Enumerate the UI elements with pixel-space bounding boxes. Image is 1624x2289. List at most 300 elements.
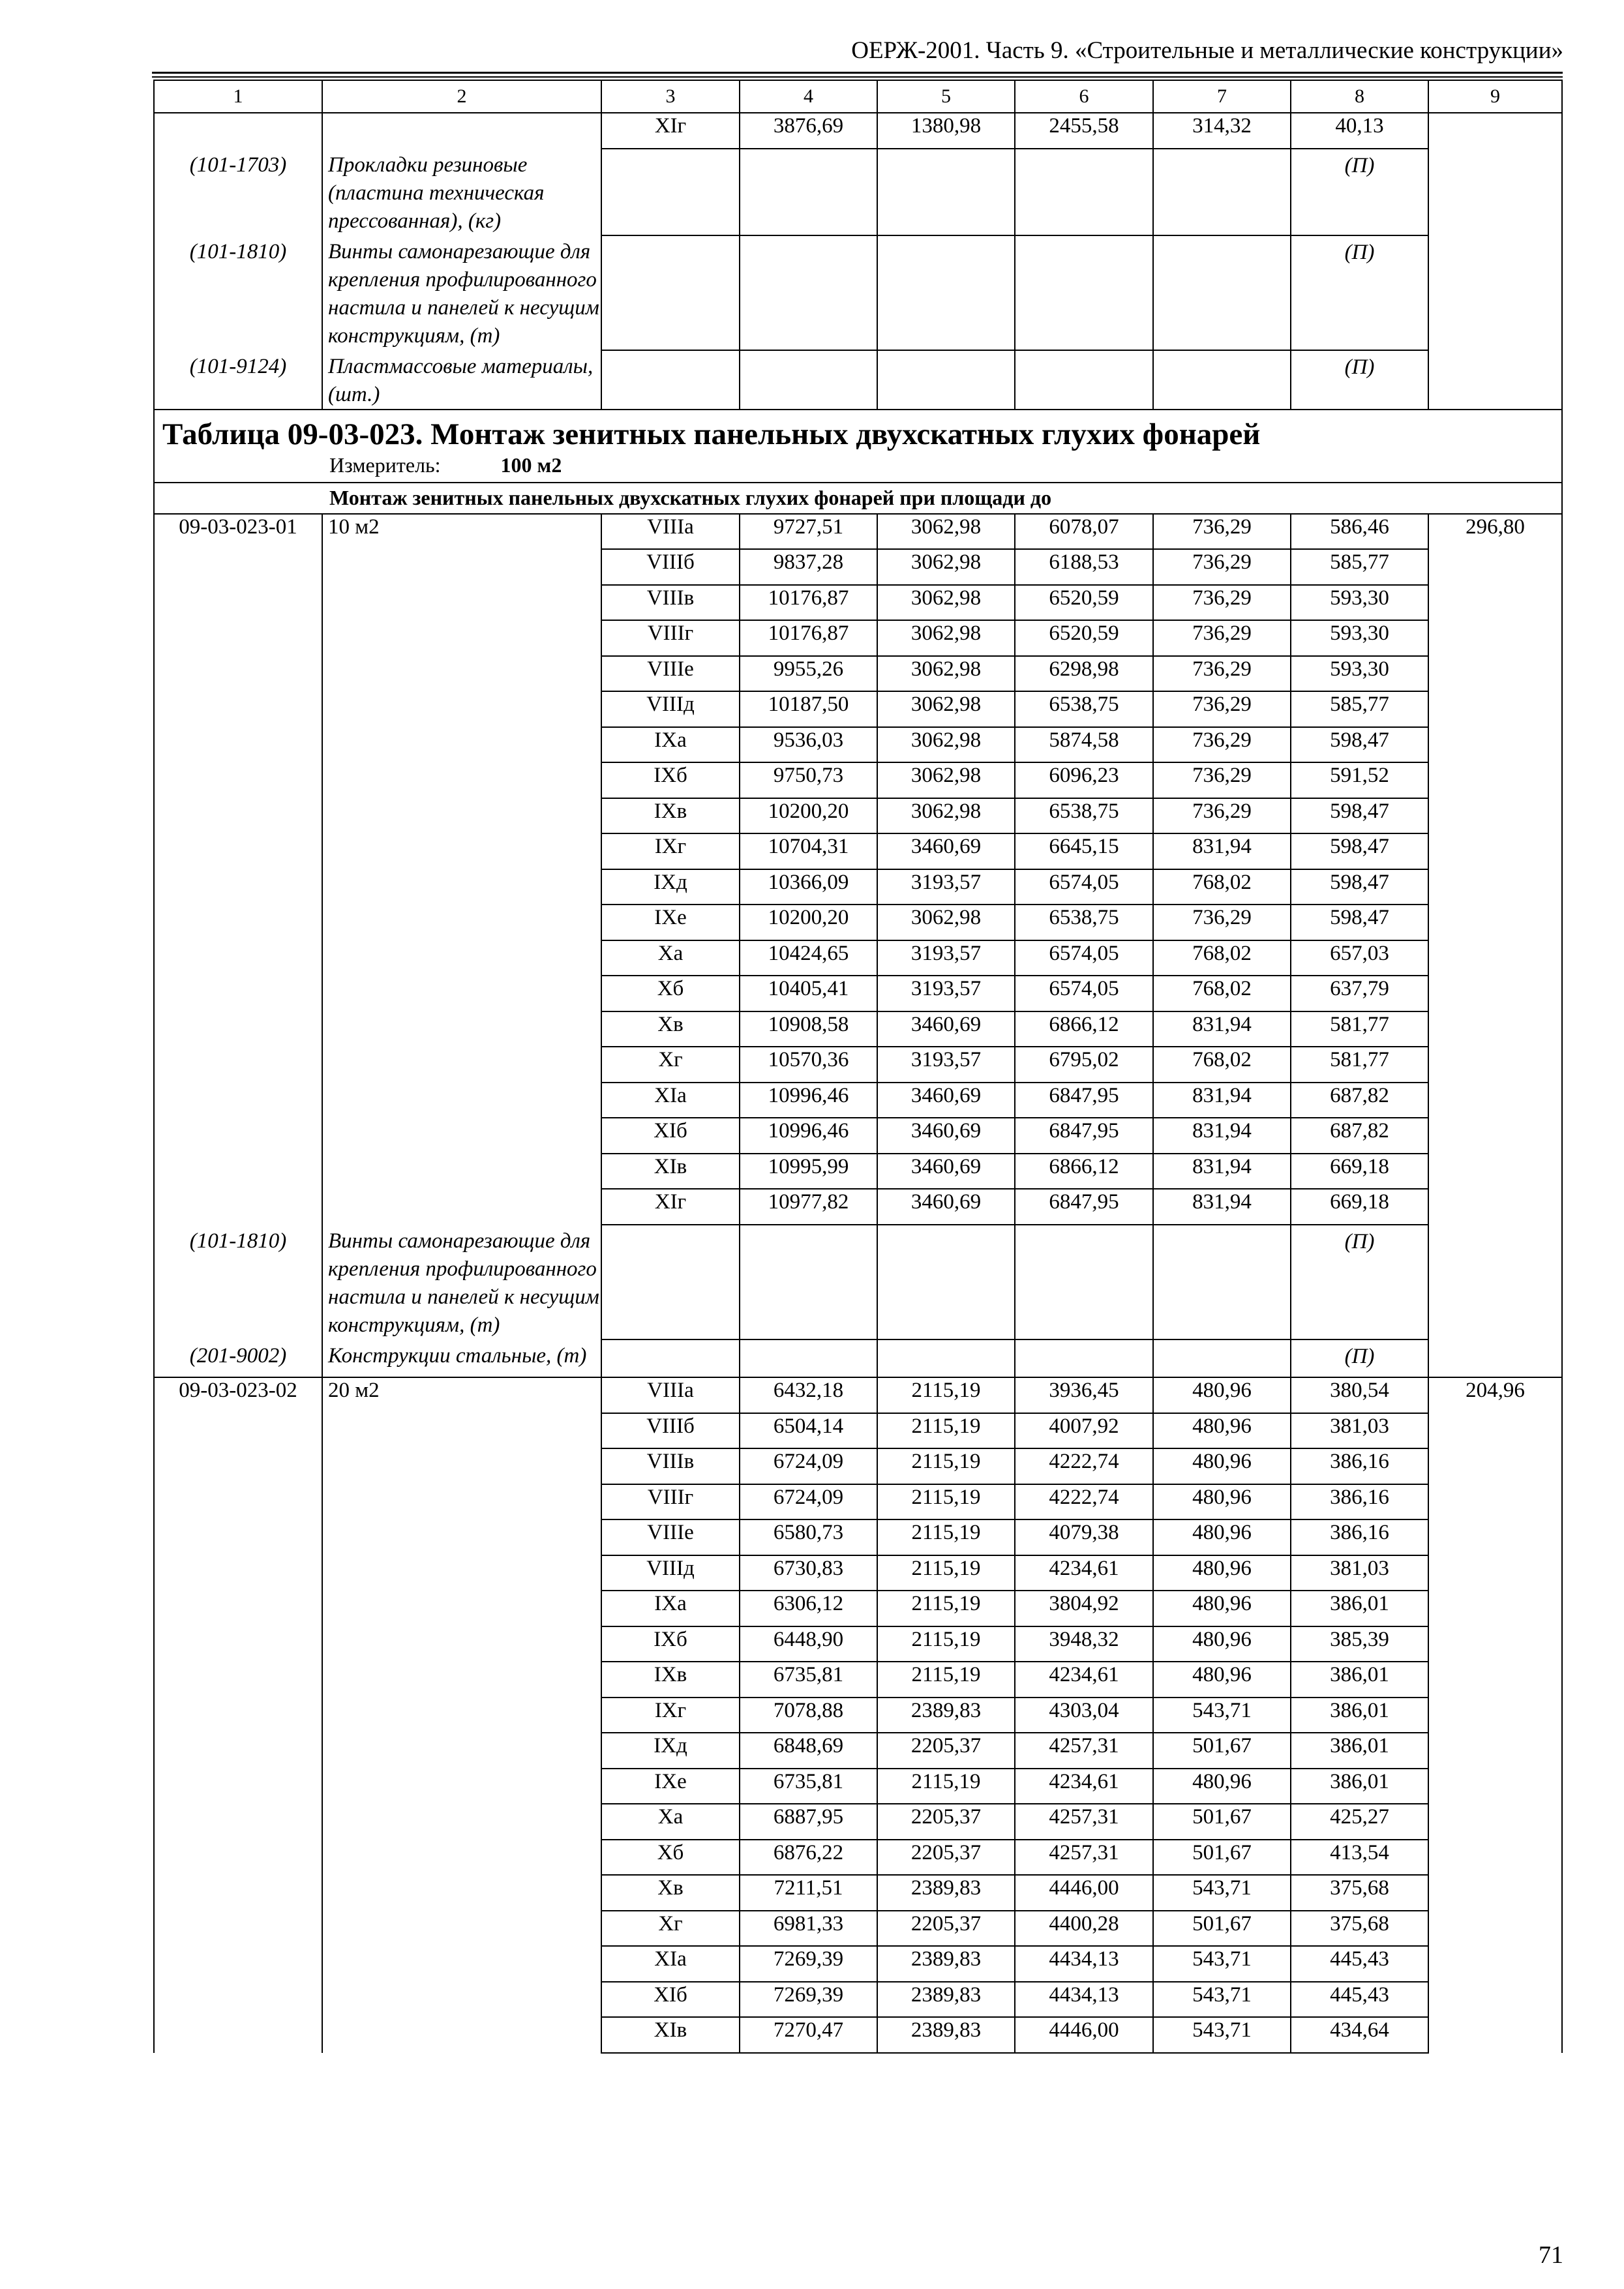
value-cell: 3062,98 bbox=[877, 549, 1015, 585]
value-cell: 10200,20 bbox=[740, 905, 877, 940]
value-cell: 6096,23 bbox=[1015, 762, 1153, 798]
value-cell: 6298,98 bbox=[1015, 656, 1153, 692]
value-cell: 2115,19 bbox=[877, 1662, 1015, 1698]
empty-cell bbox=[1015, 1225, 1153, 1339]
resource-name: Конструкции стальные, (т) bbox=[322, 1339, 601, 1378]
resource-row bbox=[154, 350, 1562, 410]
resource-code: (101-1810) bbox=[154, 235, 322, 350]
value-cell: 736,29 bbox=[1153, 585, 1291, 621]
resource-mark: (П) bbox=[1291, 235, 1428, 350]
wage-value: 296,80 bbox=[1428, 514, 1562, 1378]
value-cell: 598,47 bbox=[1291, 905, 1428, 940]
value-cell: 543,71 bbox=[1153, 2017, 1291, 2053]
column-number: 3 bbox=[601, 80, 740, 113]
value-cell: 375,68 bbox=[1291, 1911, 1428, 1947]
table-row bbox=[154, 113, 1562, 149]
value-cell: 585,77 bbox=[1291, 549, 1428, 585]
value-cell: 6795,02 bbox=[1015, 1047, 1153, 1083]
value-cell: 501,67 bbox=[1153, 1733, 1291, 1769]
empty-cell bbox=[877, 1339, 1015, 1378]
empty-cell bbox=[1015, 1339, 1153, 1378]
value-cell: 3062,98 bbox=[877, 762, 1015, 798]
column-number: 5 bbox=[877, 80, 1015, 113]
column-number: 1 bbox=[154, 80, 322, 113]
value-cell: 1380,98 bbox=[877, 113, 1015, 149]
value-cell: 7211,51 bbox=[740, 1875, 877, 1911]
zone-cell: IXб bbox=[601, 762, 740, 798]
value-cell: 6866,12 bbox=[1015, 1154, 1153, 1189]
zone-cell: IXг bbox=[601, 833, 740, 869]
zone-cell: VIIIб bbox=[601, 549, 740, 585]
resource-code: (101-1810) bbox=[154, 1225, 322, 1339]
value-cell: 6538,75 bbox=[1015, 798, 1153, 834]
zone-cell: VIIIв bbox=[601, 585, 740, 621]
value-cell: 736,29 bbox=[1153, 656, 1291, 692]
value-cell: 598,47 bbox=[1291, 798, 1428, 834]
zone-cell: IXе bbox=[601, 1769, 740, 1804]
value-cell: 2115,19 bbox=[877, 1377, 1015, 1413]
value-cell: 831,94 bbox=[1153, 1083, 1291, 1118]
empty-cell bbox=[1015, 235, 1153, 350]
empty-cell bbox=[740, 149, 877, 235]
value-cell: 2389,83 bbox=[877, 1982, 1015, 2018]
value-cell: 6724,09 bbox=[740, 1448, 877, 1484]
value-cell: 480,96 bbox=[1153, 1626, 1291, 1662]
value-cell: 6520,59 bbox=[1015, 585, 1153, 621]
zone-cell: XIв bbox=[601, 2017, 740, 2053]
value-cell: 501,67 bbox=[1153, 1911, 1291, 1947]
value-cell: 445,43 bbox=[1291, 1946, 1428, 1982]
rates-table bbox=[153, 80, 1563, 2054]
value-cell: 314,32 bbox=[1153, 113, 1291, 149]
value-cell: 581,77 bbox=[1291, 1047, 1428, 1083]
column-number: 6 bbox=[1015, 80, 1153, 113]
meter-value: 100 м2 bbox=[500, 453, 562, 477]
empty-cell bbox=[877, 350, 1015, 410]
value-cell: 831,94 bbox=[1153, 1154, 1291, 1189]
zone-cell: Xг bbox=[601, 1047, 740, 1083]
value-cell: 598,47 bbox=[1291, 727, 1428, 763]
value-cell: 3062,98 bbox=[877, 585, 1015, 621]
wage-value: 204,96 bbox=[1428, 1377, 1562, 2053]
zone-cell: IXб bbox=[601, 1626, 740, 1662]
value-cell: 2205,37 bbox=[877, 1733, 1015, 1769]
value-cell: 4303,04 bbox=[1015, 1698, 1153, 1733]
value-cell: 543,71 bbox=[1153, 1982, 1291, 2018]
value-cell: 736,29 bbox=[1153, 549, 1291, 585]
value-cell: 7270,47 bbox=[740, 2017, 877, 2053]
value-cell: 6735,81 bbox=[740, 1662, 877, 1698]
zone-cell: XIб bbox=[601, 1118, 740, 1154]
rate-code: 09-03-023-02 bbox=[154, 1377, 322, 2053]
value-cell: 385,39 bbox=[1291, 1626, 1428, 1662]
empty-cell bbox=[877, 235, 1015, 350]
rate-unit: 10 м2 bbox=[322, 514, 601, 1225]
value-cell: 6574,05 bbox=[1015, 940, 1153, 976]
value-cell: 736,29 bbox=[1153, 762, 1291, 798]
zone-cell: IXд bbox=[601, 1733, 740, 1769]
value-cell: 10996,46 bbox=[740, 1118, 877, 1154]
zone-cell: Xа bbox=[601, 940, 740, 976]
value-cell: 3193,57 bbox=[877, 1047, 1015, 1083]
value-cell: 585,77 bbox=[1291, 691, 1428, 727]
value-cell: 6504,14 bbox=[740, 1413, 877, 1449]
zone-cell: IXа bbox=[601, 1591, 740, 1626]
value-cell: 3062,98 bbox=[877, 691, 1015, 727]
value-cell: 3062,98 bbox=[877, 514, 1015, 550]
value-cell: 598,47 bbox=[1291, 833, 1428, 869]
value-cell: 10977,82 bbox=[740, 1189, 877, 1225]
value-cell: 425,27 bbox=[1291, 1804, 1428, 1840]
value-cell: 480,96 bbox=[1153, 1769, 1291, 1804]
value-cell: 736,29 bbox=[1153, 727, 1291, 763]
value-cell: 657,03 bbox=[1291, 940, 1428, 976]
value-cell: 6306,12 bbox=[740, 1591, 877, 1626]
empty-cell bbox=[1153, 1225, 1291, 1339]
value-cell: 591,52 bbox=[1291, 762, 1428, 798]
value-cell: 6730,83 bbox=[740, 1555, 877, 1591]
value-cell: 9727,51 bbox=[740, 514, 877, 550]
zone-cell: VIIIе bbox=[601, 1519, 740, 1555]
value-cell: 768,02 bbox=[1153, 976, 1291, 1011]
value-cell: 3460,69 bbox=[877, 1083, 1015, 1118]
value-cell: 2115,19 bbox=[877, 1448, 1015, 1484]
value-cell: 2389,83 bbox=[877, 1946, 1015, 1982]
value-cell: 3876,69 bbox=[740, 113, 877, 149]
value-cell: 2115,19 bbox=[877, 1769, 1015, 1804]
value-cell: 386,01 bbox=[1291, 1591, 1428, 1626]
value-cell: 586,46 bbox=[1291, 514, 1428, 550]
zone-cell: VIIIг bbox=[601, 620, 740, 656]
value-cell: 480,96 bbox=[1153, 1484, 1291, 1520]
value-cell: 687,82 bbox=[1291, 1083, 1428, 1118]
zone-cell: VIIIа bbox=[601, 514, 740, 550]
value-cell: 3193,57 bbox=[877, 940, 1015, 976]
meter-row bbox=[154, 452, 1562, 483]
value-cell: 9536,03 bbox=[740, 727, 877, 763]
value-cell: 413,54 bbox=[1291, 1840, 1428, 1876]
value-cell: 445,43 bbox=[1291, 1982, 1428, 2018]
value-cell: 480,96 bbox=[1153, 1662, 1291, 1698]
value-cell: 598,47 bbox=[1291, 869, 1428, 905]
value-cell: 386,01 bbox=[1291, 1698, 1428, 1733]
value-cell: 3460,69 bbox=[877, 833, 1015, 869]
value-cell: 2389,83 bbox=[877, 1698, 1015, 1733]
empty-cell bbox=[601, 1339, 740, 1378]
running-header: ОЕРЖ-2001. Часть 9. «Строительные и металлические конструкции» bbox=[851, 37, 1563, 64]
value-cell: 4257,31 bbox=[1015, 1804, 1153, 1840]
value-cell: 501,67 bbox=[1153, 1840, 1291, 1876]
value-cell: 3936,45 bbox=[1015, 1377, 1153, 1413]
table-title: Таблица 09-03-023. Монтаж зенитных панельных двухскатных глухих фонарей bbox=[154, 410, 1562, 452]
zone-cell: VIIIд bbox=[601, 691, 740, 727]
column-number: 7 bbox=[1153, 80, 1291, 113]
value-cell: 2115,19 bbox=[877, 1484, 1015, 1520]
empty-cell bbox=[740, 1225, 877, 1339]
value-cell: 386,01 bbox=[1291, 1662, 1428, 1698]
zone-cell: IXг bbox=[601, 1698, 740, 1733]
value-cell: 6188,53 bbox=[1015, 549, 1153, 585]
value-cell: 10200,20 bbox=[740, 798, 877, 834]
value-cell: 768,02 bbox=[1153, 940, 1291, 976]
value-cell: 3062,98 bbox=[877, 798, 1015, 834]
value-cell: 768,02 bbox=[1153, 1047, 1291, 1083]
resource-code: (101-9124) bbox=[154, 350, 322, 410]
value-cell: 831,94 bbox=[1153, 1118, 1291, 1154]
zone-cell: Xб bbox=[601, 976, 740, 1011]
value-cell: 3062,98 bbox=[877, 727, 1015, 763]
value-cell: 831,94 bbox=[1153, 833, 1291, 869]
value-cell: 3193,57 bbox=[877, 976, 1015, 1011]
value-cell: 687,82 bbox=[1291, 1118, 1428, 1154]
rate-unit: 20 м2 bbox=[322, 1377, 601, 2053]
value-cell: 3193,57 bbox=[877, 869, 1015, 905]
wage-cell bbox=[1428, 113, 1562, 410]
zone-cell: IXа bbox=[601, 727, 740, 763]
value-cell: 669,18 bbox=[1291, 1189, 1428, 1225]
resource-row bbox=[154, 149, 1562, 235]
value-cell: 6735,81 bbox=[740, 1769, 877, 1804]
value-cell: 7269,39 bbox=[740, 1946, 877, 1982]
value-cell: 386,16 bbox=[1291, 1519, 1428, 1555]
value-cell: 480,96 bbox=[1153, 1591, 1291, 1626]
value-cell: 9837,28 bbox=[740, 549, 877, 585]
value-cell: 2115,19 bbox=[877, 1591, 1015, 1626]
value-cell: 6876,22 bbox=[740, 1840, 877, 1876]
value-cell: 4434,13 bbox=[1015, 1946, 1153, 1982]
value-cell: 10176,87 bbox=[740, 585, 877, 621]
value-cell: 6078,07 bbox=[1015, 514, 1153, 550]
value-cell: 434,64 bbox=[1291, 2017, 1428, 2053]
value-cell: 9750,73 bbox=[740, 762, 877, 798]
value-cell: 5874,58 bbox=[1015, 727, 1153, 763]
resource-name: Винты самонарезающие для крепления профилированного настила и панелей к несущим конструкциям, (т) bbox=[322, 1225, 601, 1339]
resource-code: (101-1703) bbox=[154, 149, 322, 235]
value-cell: 3062,98 bbox=[877, 905, 1015, 940]
empty-cell bbox=[1153, 149, 1291, 235]
value-cell: 4234,61 bbox=[1015, 1555, 1153, 1591]
empty-cell bbox=[1153, 1339, 1291, 1378]
value-cell: 6645,15 bbox=[1015, 833, 1153, 869]
value-cell: 736,29 bbox=[1153, 798, 1291, 834]
value-cell: 2115,19 bbox=[877, 1626, 1015, 1662]
value-cell: 2389,83 bbox=[877, 2017, 1015, 2053]
value-cell: 480,96 bbox=[1153, 1448, 1291, 1484]
value-cell: 736,29 bbox=[1153, 691, 1291, 727]
value-cell: 386,16 bbox=[1291, 1448, 1428, 1484]
value-cell: 593,30 bbox=[1291, 656, 1428, 692]
zone-cell: VIIIд bbox=[601, 1555, 740, 1591]
empty-cell bbox=[1015, 149, 1153, 235]
value-cell: 669,18 bbox=[1291, 1154, 1428, 1189]
zone-cell: XIг bbox=[601, 113, 740, 149]
empty-cell bbox=[740, 350, 877, 410]
page-number: 71 bbox=[1539, 2241, 1563, 2269]
value-cell: 4079,38 bbox=[1015, 1519, 1153, 1555]
zone-cell: Xб bbox=[601, 1840, 740, 1876]
value-cell: 831,94 bbox=[1153, 1189, 1291, 1225]
value-cell: 4234,61 bbox=[1015, 1769, 1153, 1804]
value-cell: 4434,13 bbox=[1015, 1982, 1153, 2018]
zone-cell: XIа bbox=[601, 1083, 740, 1118]
zone-cell: Xа bbox=[601, 1804, 740, 1840]
zone-cell: IXв bbox=[601, 1662, 740, 1698]
value-cell: 6866,12 bbox=[1015, 1011, 1153, 1047]
zone-cell: IXе bbox=[601, 905, 740, 940]
empty-cell bbox=[601, 235, 740, 350]
empty-cell bbox=[601, 149, 740, 235]
value-cell: 501,67 bbox=[1153, 1804, 1291, 1840]
value-cell: 6448,90 bbox=[740, 1626, 877, 1662]
value-cell: 4446,00 bbox=[1015, 2017, 1153, 2053]
value-cell: 480,96 bbox=[1153, 1377, 1291, 1413]
resource-mark: (П) bbox=[1291, 350, 1428, 410]
value-cell: 593,30 bbox=[1291, 585, 1428, 621]
resource-name: Прокладки резиновые (пластина техническая прессованная), (кг) bbox=[322, 149, 601, 235]
zone-cell: VIIIг bbox=[601, 1484, 740, 1520]
value-cell: 6847,95 bbox=[1015, 1189, 1153, 1225]
value-cell: 768,02 bbox=[1153, 869, 1291, 905]
value-cell: 10996,46 bbox=[740, 1083, 877, 1118]
value-cell: 831,94 bbox=[1153, 1011, 1291, 1047]
value-cell: 381,03 bbox=[1291, 1413, 1428, 1449]
value-cell: 2205,37 bbox=[877, 1840, 1015, 1876]
value-cell: 10908,58 bbox=[740, 1011, 877, 1047]
zone-cell: Xг bbox=[601, 1911, 740, 1947]
empty-cell bbox=[877, 1225, 1015, 1339]
table-subheading: Монтаж зенитных панельных двухскатных глухих фонарей при площади до bbox=[154, 483, 1562, 514]
value-cell: 6520,59 bbox=[1015, 620, 1153, 656]
resource-name: Винты самонарезающие для крепления профилированного настила и панелей к несущим конструкциям, (т) bbox=[322, 235, 601, 350]
value-cell: 9955,26 bbox=[740, 656, 877, 692]
value-cell: 6574,05 bbox=[1015, 869, 1153, 905]
value-cell: 543,71 bbox=[1153, 1946, 1291, 1982]
table-row bbox=[154, 1377, 1562, 1413]
value-cell: 4222,74 bbox=[1015, 1484, 1153, 1520]
value-cell: 6538,75 bbox=[1015, 905, 1153, 940]
value-cell: 543,71 bbox=[1153, 1698, 1291, 1733]
value-cell: 6981,33 bbox=[740, 1911, 877, 1947]
value-cell: 4257,31 bbox=[1015, 1840, 1153, 1876]
value-cell: 3062,98 bbox=[877, 620, 1015, 656]
value-cell: 480,96 bbox=[1153, 1519, 1291, 1555]
value-cell: 386,01 bbox=[1291, 1733, 1428, 1769]
empty-cell bbox=[1153, 235, 1291, 350]
value-cell: 4222,74 bbox=[1015, 1448, 1153, 1484]
zone-cell: XIа bbox=[601, 1946, 740, 1982]
value-cell: 10405,41 bbox=[740, 976, 877, 1011]
value-cell: 736,29 bbox=[1153, 514, 1291, 550]
resource-code: (201-9002) bbox=[154, 1339, 322, 1378]
zone-cell: VIIIе bbox=[601, 656, 740, 692]
value-cell: 6847,95 bbox=[1015, 1118, 1153, 1154]
name-cell bbox=[322, 113, 601, 149]
value-cell: 2115,19 bbox=[877, 1413, 1015, 1449]
value-cell: 3460,69 bbox=[877, 1154, 1015, 1189]
value-cell: 4446,00 bbox=[1015, 1875, 1153, 1911]
value-cell: 10187,50 bbox=[740, 691, 877, 727]
empty-cell bbox=[601, 350, 740, 410]
value-cell: 386,16 bbox=[1291, 1484, 1428, 1520]
value-cell: 386,01 bbox=[1291, 1769, 1428, 1804]
empty-cell bbox=[1015, 350, 1153, 410]
header-rule bbox=[152, 72, 1563, 74]
zone-cell: VIIIа bbox=[601, 1377, 740, 1413]
value-cell: 6847,95 bbox=[1015, 1083, 1153, 1118]
value-cell: 375,68 bbox=[1291, 1875, 1428, 1911]
resource-row bbox=[154, 1225, 1562, 1339]
value-cell: 6432,18 bbox=[740, 1377, 877, 1413]
resource-row bbox=[154, 1339, 1562, 1378]
value-cell: 3062,98 bbox=[877, 656, 1015, 692]
value-cell: 736,29 bbox=[1153, 905, 1291, 940]
value-cell: 2115,19 bbox=[877, 1519, 1015, 1555]
column-number: 9 bbox=[1428, 80, 1562, 113]
empty-cell bbox=[877, 149, 1015, 235]
zone-cell: Xв bbox=[601, 1011, 740, 1047]
value-cell: 6724,09 bbox=[740, 1484, 877, 1520]
resource-row bbox=[154, 235, 1562, 350]
zone-cell: VIIIб bbox=[601, 1413, 740, 1449]
value-cell: 3804,92 bbox=[1015, 1591, 1153, 1626]
value-cell: 10704,31 bbox=[740, 833, 877, 869]
column-number: 8 bbox=[1291, 80, 1428, 113]
zone-cell: XIг bbox=[601, 1189, 740, 1225]
value-cell: 10366,09 bbox=[740, 869, 877, 905]
value-cell: 480,96 bbox=[1153, 1555, 1291, 1591]
value-cell: 3460,69 bbox=[877, 1189, 1015, 1225]
value-cell: 593,30 bbox=[1291, 620, 1428, 656]
value-cell: 10995,99 bbox=[740, 1154, 877, 1189]
value-cell: 380,54 bbox=[1291, 1377, 1428, 1413]
value-cell: 543,71 bbox=[1153, 1875, 1291, 1911]
rate-code: 09-03-023-01 bbox=[154, 514, 322, 1225]
zone-cell: Xв bbox=[601, 1875, 740, 1911]
column-number: 2 bbox=[322, 80, 601, 113]
table-row bbox=[154, 514, 1562, 550]
value-cell: 3460,69 bbox=[877, 1118, 1015, 1154]
value-cell: 736,29 bbox=[1153, 620, 1291, 656]
value-cell: 2205,37 bbox=[877, 1911, 1015, 1947]
value-cell: 40,13 bbox=[1291, 113, 1428, 149]
zone-cell: VIIIв bbox=[601, 1448, 740, 1484]
value-cell: 10570,36 bbox=[740, 1047, 877, 1083]
zone-cell: IXд bbox=[601, 869, 740, 905]
column-number-row bbox=[154, 80, 1562, 113]
zone-cell: XIв bbox=[601, 1154, 740, 1189]
value-cell: 2115,19 bbox=[877, 1555, 1015, 1591]
value-cell: 3948,32 bbox=[1015, 1626, 1153, 1662]
table-title-row bbox=[154, 410, 1562, 452]
empty-cell bbox=[1153, 350, 1291, 410]
value-cell: 6580,73 bbox=[740, 1519, 877, 1555]
subheading-row bbox=[154, 483, 1562, 514]
code-cell bbox=[154, 113, 322, 149]
value-cell: 2389,83 bbox=[877, 1875, 1015, 1911]
resource-mark: (П) bbox=[1291, 1225, 1428, 1339]
empty-cell bbox=[601, 1225, 740, 1339]
value-cell: 2205,37 bbox=[877, 1804, 1015, 1840]
value-cell: 4007,92 bbox=[1015, 1413, 1153, 1449]
zone-cell: XIб bbox=[601, 1982, 740, 2018]
zone-cell: IXв bbox=[601, 798, 740, 834]
value-cell: 2455,58 bbox=[1015, 113, 1153, 149]
resource-mark: (П) bbox=[1291, 1339, 1428, 1378]
meter-label: Измеритель: bbox=[329, 453, 441, 477]
resource-name: Пластмассовые материалы, (шт.) bbox=[322, 350, 601, 410]
value-cell: 480,96 bbox=[1153, 1413, 1291, 1449]
value-cell: 4234,61 bbox=[1015, 1662, 1153, 1698]
